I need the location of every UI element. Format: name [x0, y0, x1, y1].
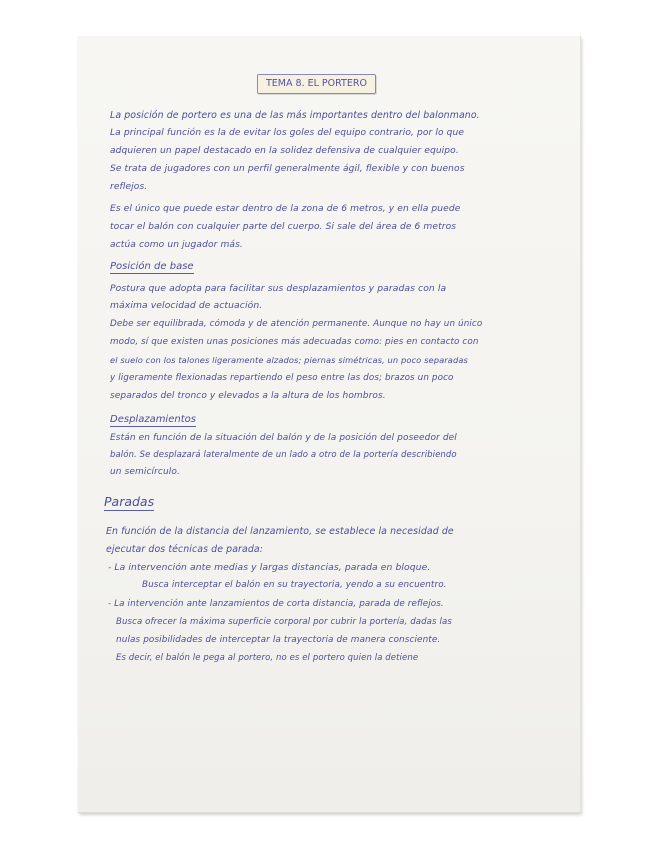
text-line: el suelo con los talones ligeramente alzados; piernas simétricas, un poco separadas: [110, 355, 468, 365]
page-title: TEMA 8. EL PORTERO: [257, 74, 376, 94]
text-line: ejecutar dos técnicas de parada:: [106, 544, 263, 555]
text-line: tocar el balón con cualquier parte del cuerpo. Si sale del área de 6 metros: [110, 222, 457, 232]
heading-underline: [110, 426, 196, 427]
text-line: y ligeramente flexionadas repartiendo el peso entre las dos; brazos un poco: [110, 373, 454, 383]
text-line: - La intervención ante lanzamientos de corta distancia, parada de reflejos.: [108, 599, 444, 609]
text-line: máxima velocidad de actuación.: [110, 300, 263, 311]
text-line: La posición de portero es una de las más importantes dentro del balonmano.: [110, 110, 480, 121]
text-line: Se trata de jugadores con un perfil generalmente ágil, flexible y con buenos: [110, 164, 465, 174]
section-heading: [110, 261, 194, 274]
text-line: En función de la distancia del lanzamiento, se establece la necesidad de: [106, 526, 454, 537]
text-line: Busca ofrecer la máxima superficie corporal por cubrir la portería, dadas las: [116, 617, 452, 627]
text-line: Postura que adopta para facilitar sus desplazamientos y paradas con la: [110, 283, 447, 294]
text-line: La principal función es la de evitar los goles del equipo contrario, por lo que: [110, 128, 465, 138]
text-line: Busca interceptar el balón en su trayectoria, yendo a su encuentro.: [142, 580, 447, 590]
text-line: - La intervención ante medias y largas distancias, parada en bloque.: [108, 562, 431, 573]
heading-underline: [110, 273, 194, 274]
text-line: balón. Se desplazará lateralmente de un lado a otro de la portería describiendo: [110, 450, 457, 460]
section-heading: [110, 414, 196, 427]
heading-text: Paradas: [104, 494, 155, 509]
text-line: Es el único que puede estar dentro de la zona de 6 metros, y en ella puede: [110, 204, 461, 214]
text-line: Están en función de la situación del balón y de la posición del poseedor del: [110, 433, 457, 443]
text-line: nulas posibilidades de interceptar la trayectoria de manera consciente.: [116, 635, 441, 645]
text-line: adquieren un papel destacado en la solidez defensiva de cualquier equipo.: [110, 146, 459, 156]
text-line: actúa como un jugador más.: [110, 240, 243, 250]
text-line: separados del tronco y elevados a la altura de los hombros.: [110, 391, 386, 401]
text-line: reflejos.: [110, 182, 148, 192]
text-line: modo, sí que existen unas posiciones más adecuadas como: pies en contacto con: [110, 337, 479, 347]
section-heading: [104, 494, 154, 511]
text-line: un semicírculo.: [110, 467, 180, 477]
heading-text: Desplazamientos: [110, 414, 196, 425]
heading-underline: [104, 510, 154, 511]
text-line: Debe ser equilibrada, cómoda y de atención permanente. Aunque no hay un único: [110, 319, 483, 329]
text-line: Es decir, el balón le pega al portero, no es el portero quien la detiene: [116, 653, 419, 663]
heading-text: Posición de base: [110, 261, 194, 272]
